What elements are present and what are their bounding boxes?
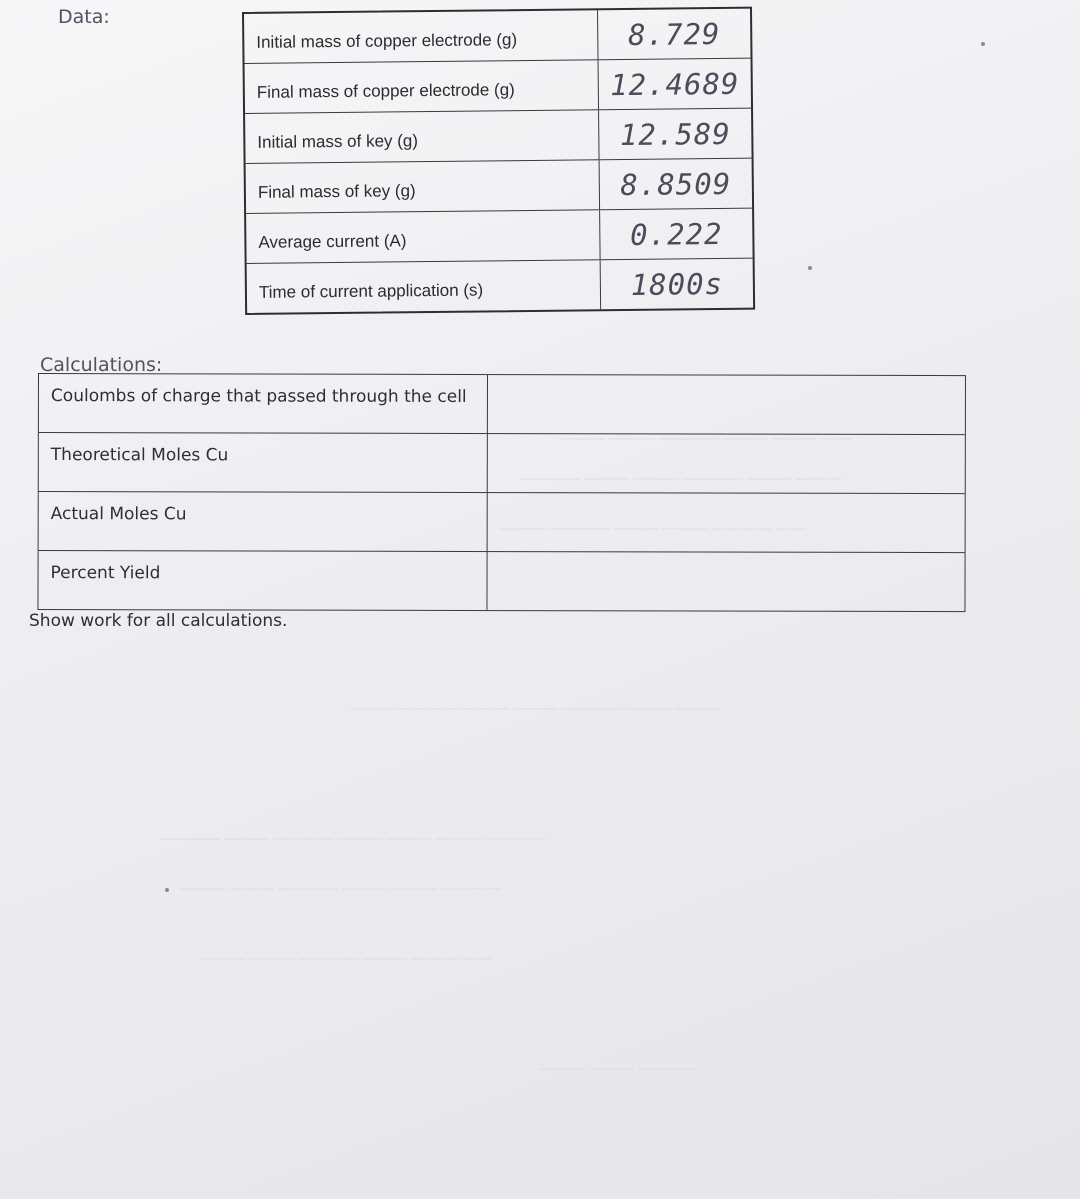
show-work-note: Show work for all calculations. (29, 611, 288, 631)
calc-answer-cell[interactable] (488, 493, 965, 552)
data-row (246, 159, 752, 214)
data-row-label: Final mass of key (g) (246, 160, 600, 213)
calc-row-label: Percent Yield (38, 551, 487, 610)
calc-row (39, 492, 965, 553)
data-row (245, 109, 751, 164)
data-row-value: 8.729 (627, 16, 721, 52)
data-table (242, 7, 755, 315)
calc-row-label: Actual Moles Cu (39, 492, 488, 551)
data-heading: Data: (58, 6, 110, 28)
data-row-label: Average current (A) (246, 210, 600, 263)
calc-row (38, 551, 964, 611)
bleed-through-text: ——— ——— ———— (540, 1060, 699, 1077)
pencil-mark (981, 42, 985, 46)
calc-answer-cell[interactable] (487, 552, 964, 611)
calculations-table (37, 373, 966, 612)
data-row-label: Initial mass of key (g) (245, 110, 599, 163)
calculations-heading: Calculations: (40, 354, 163, 376)
calc-row-label: Coulombs of charge that passed through the cell (39, 374, 488, 433)
data-row (245, 59, 751, 114)
data-row-value: 0.222 (630, 216, 723, 252)
data-row-value: 1800s (630, 266, 724, 302)
calc-row-label: Theoretical Moles Cu (39, 433, 488, 492)
bleed-through-text: ——— ———— ——— ——— ———— —— (500, 520, 806, 537)
data-row (247, 259, 753, 313)
calc-answer-cell[interactable] (488, 434, 965, 493)
bleed-through-text: ———— ——— ———— ——— ——— ——— ———— (160, 830, 546, 847)
bleed-through-text: ——— ———— ——— ——— ———— ——— ——— (350, 700, 721, 717)
bleed-through-text: ——— ——— ———— ——— ——— —— (560, 430, 851, 447)
bleed-through-text: ——— ——— ———— ——— ——— ———— (180, 880, 501, 897)
data-row-label: Initial mass of copper electrode (g) (244, 10, 598, 63)
calc-row (39, 374, 965, 435)
calc-row (39, 433, 965, 494)
calc-answer-cell[interactable] (488, 375, 965, 434)
data-row (246, 209, 752, 264)
data-row-value: 12.4689 (609, 66, 740, 102)
bleed-through-text: ——— ——— ———— ——— ——— —— (200, 950, 491, 967)
pencil-mark (808, 266, 812, 270)
data-row-label: Time of current application (s) (247, 260, 601, 313)
pencil-mark (165, 888, 169, 892)
data-row-value: 12.589 (619, 116, 731, 152)
data-row-value: 8.8509 (620, 166, 732, 202)
data-row-label: Final mass of copper electrode (g) (245, 60, 599, 113)
bleed-through-text: ———— ——— ——— ———— ——— ——— (520, 470, 841, 487)
data-row (244, 9, 750, 64)
